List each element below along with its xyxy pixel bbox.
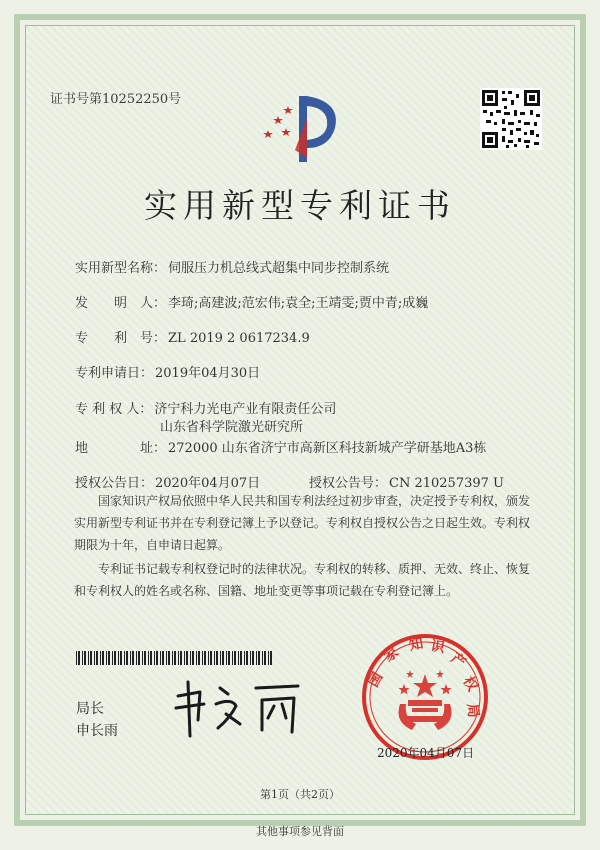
page-number: 第1页（共2页） — [260, 788, 340, 801]
field-patentee — [75, 398, 336, 417]
signature-icon — [170, 678, 310, 742]
field-grant-number — [309, 472, 504, 491]
field-value: 伺服压力机总线式超集中同步控制系统 — [168, 261, 390, 276]
field-application-date — [75, 362, 260, 381]
field-inventors — [75, 292, 428, 311]
field-value: 济宁科力光电产业有限责任公司 — [154, 402, 337, 417]
director-name: 申长雨 — [76, 723, 118, 739]
field-label: 授权公告号： — [309, 476, 388, 491]
svg-text:产: 产 — [447, 650, 469, 672]
svg-text:国: 国 — [365, 669, 387, 690]
field-grant-date — [75, 472, 260, 491]
field-label: 专利申请日： — [75, 366, 154, 381]
field-patentee-2 — [158, 416, 303, 435]
field-address — [75, 437, 486, 456]
field-label: 专 利 权 人： — [75, 402, 153, 417]
field-value: CN 210257397 U — [389, 476, 504, 491]
field-label: 发 明 人： — [75, 296, 167, 311]
svg-text:识: 识 — [429, 638, 446, 657]
seal-date: 2020年04月07日 — [377, 746, 475, 760]
certificate-title: 实用新型专利证书 — [144, 186, 456, 225]
field-value: 272000 山东省济宁市高新区科技新城产学研基地A3栋 — [168, 441, 487, 456]
field-value: 李琦;高建波;范宏伟;袁全;王靖雯;贾中青;成巍 — [168, 296, 429, 311]
paragraph-legal-status: 专利证书记载专利权登记时的法律状况。专利权的转移、质押、无效、终止、恢复和专利权人的姓名或名称、国籍、地址变更等事项记载在专利登记簿上。 — [74, 562, 531, 598]
field-label: 地 址： — [75, 441, 167, 456]
field-label: 授权公告日： — [75, 476, 154, 491]
svg-text:家: 家 — [381, 644, 402, 666]
certificate-number: 证书号第10252250号 — [50, 92, 182, 107]
field-value: 2019年04月30日 — [155, 366, 261, 381]
footer-note: 其他事项参见背面 — [256, 825, 344, 838]
field-value: 山东省科学院激光研究所 — [160, 420, 304, 435]
svg-text:局: 局 — [464, 702, 482, 719]
field-label: 实用新型名称： — [75, 261, 167, 276]
field-value: ZL 2019 2 0617234.9 — [168, 331, 310, 346]
cnipa-logo-icon — [255, 88, 345, 170]
paragraph-grant: 国家知识产权局依照中华人民共和国专利法经过初步审查，决定授予专利权，颁发实用新型专利证书并在专利登记簿上予以登记。专利权自授权公告之日起生效。专利权期限为十年，自申请日起算。 — [74, 494, 531, 552]
field-label: 专 利 号： — [75, 331, 167, 346]
field-patent-number — [75, 327, 310, 346]
qr-code-icon — [480, 88, 542, 154]
barcode-icon — [76, 651, 274, 665]
svg-text:知: 知 — [407, 635, 425, 654]
svg-text:权: 权 — [459, 674, 481, 695]
field-name — [75, 257, 389, 276]
director-title: 局长 — [76, 701, 104, 717]
field-value: 2020年04月07日 — [155, 476, 261, 491]
